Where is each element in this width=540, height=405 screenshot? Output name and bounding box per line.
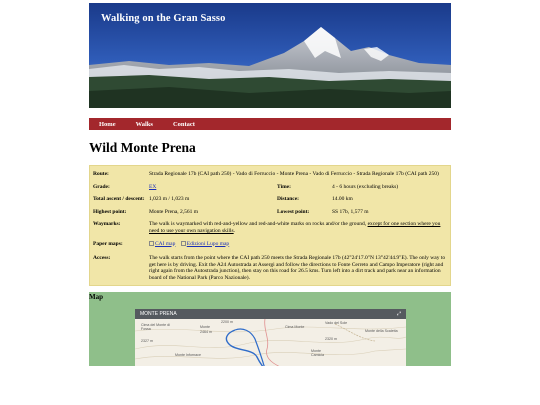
distance-value: 14.00 km xyxy=(332,196,353,203)
map-terrain xyxy=(135,319,406,366)
access-value: The walk starts from the point where the CAI path 250 meets the Strada Regionale 17b (42°24'17.0"N 13°42'44.9"E). The only way to get here is by driving. Exit the A24 Autostrada at Assergi and follow the directions to Fonte Cerreto and Campo Imperatore (right and right again from the Autostrada junction), then stay on this road for 26.5 kms. Turn left into a dirt track and park near an information board of the National Park (Parco Nazionale). xyxy=(149,254,446,281)
map-label: 2327 m xyxy=(141,339,153,344)
ascent-value: 1,023 m / 1,023 m xyxy=(149,196,190,203)
map-canvas[interactable] xyxy=(135,319,406,366)
highest-lowest-row xyxy=(93,209,447,216)
grade-link[interactable]: EX xyxy=(149,183,157,190)
route-label: Route: xyxy=(93,171,109,177)
banner xyxy=(89,3,451,108)
map-title: MONTE PRENA xyxy=(140,311,177,318)
access-row xyxy=(93,255,447,281)
fullscreen-icon[interactable]: ⤢ xyxy=(396,311,401,318)
map-label: Vado del Sole xyxy=(325,321,348,326)
nav-home-link[interactable]: Home xyxy=(99,120,116,128)
map-label: 2320 m xyxy=(325,337,337,342)
route-row xyxy=(93,171,447,178)
map-section xyxy=(89,292,451,366)
nav-contact-link[interactable]: Contact xyxy=(172,120,195,128)
distance-label: Distance: xyxy=(277,196,299,203)
map-label: Monte xyxy=(200,325,210,330)
map-label: 2464 m xyxy=(200,330,212,335)
waymarks-value xyxy=(149,221,447,234)
walk-info-table xyxy=(89,165,451,286)
time-value: 4 - 6 hours (excluding breaks) xyxy=(332,183,399,190)
paper-maps-row xyxy=(93,241,447,249)
grade-time-row xyxy=(93,184,447,191)
waymarks-text: The walk is waymarked with red-and-yellow and red-and-white marks on rocks and/or the ground, xyxy=(149,221,367,228)
site-title: Walking on the Gran Sasso xyxy=(101,13,226,24)
map-label: 2200 m xyxy=(221,320,233,325)
map-label: Monte Infornace xyxy=(175,353,201,358)
ascent-label: Total ascent / descent: xyxy=(93,196,145,203)
lupo-map-link-text[interactable]: Edizioni Lupo map xyxy=(186,240,230,247)
navigation-skills-link[interactable]: except for one section where you need to use your own navigation skills xyxy=(149,221,441,234)
waymarks-label: Waymarks: xyxy=(93,221,121,228)
embedded-map[interactable] xyxy=(135,309,406,366)
lupo-map-link[interactable] xyxy=(181,241,229,248)
map-titlebar xyxy=(135,309,406,319)
route-value: Strada Regionale 17b (CAI path 250) - Vado di Ferruccio - Monte Prena - Vado di Ferruccio - Strada Regionale 17b (CAI path 250) xyxy=(149,171,439,177)
ascent-distance-row xyxy=(93,196,447,203)
main-nav xyxy=(89,118,451,130)
paper-maps-label: Paper maps: xyxy=(93,240,123,247)
broken-image-icon xyxy=(149,241,154,246)
access-label: Access: xyxy=(93,254,111,261)
waymarks-end: . xyxy=(233,227,236,234)
page-title: Wild Monte Prena xyxy=(89,140,196,155)
time-label: Time: xyxy=(277,183,291,190)
grade-label: Grade: xyxy=(93,183,110,190)
map-label: Monte della Scaletta xyxy=(365,329,398,334)
map-heading: Map xyxy=(89,293,103,302)
map-label: Cima Monte xyxy=(285,325,305,330)
cai-map-link[interactable] xyxy=(149,241,175,248)
cai-map-link-text[interactable]: CAI map xyxy=(155,240,176,247)
map-label: Monte Camicia xyxy=(311,349,324,358)
waymarks-row xyxy=(93,221,447,234)
lowest-label: Lowest point: xyxy=(277,208,310,215)
lowest-value: SS 17b, 1,577 m xyxy=(332,208,369,215)
paper-maps-value xyxy=(149,241,447,249)
highest-value: Monte Prena, 2,561 m xyxy=(149,208,199,215)
highest-label: Highest point: xyxy=(93,208,127,215)
broken-image-icon xyxy=(181,241,186,246)
page xyxy=(89,3,451,366)
map-label: Cima del Monte di Fossa xyxy=(141,323,170,332)
nav-walks-link[interactable]: Walks xyxy=(135,120,153,128)
